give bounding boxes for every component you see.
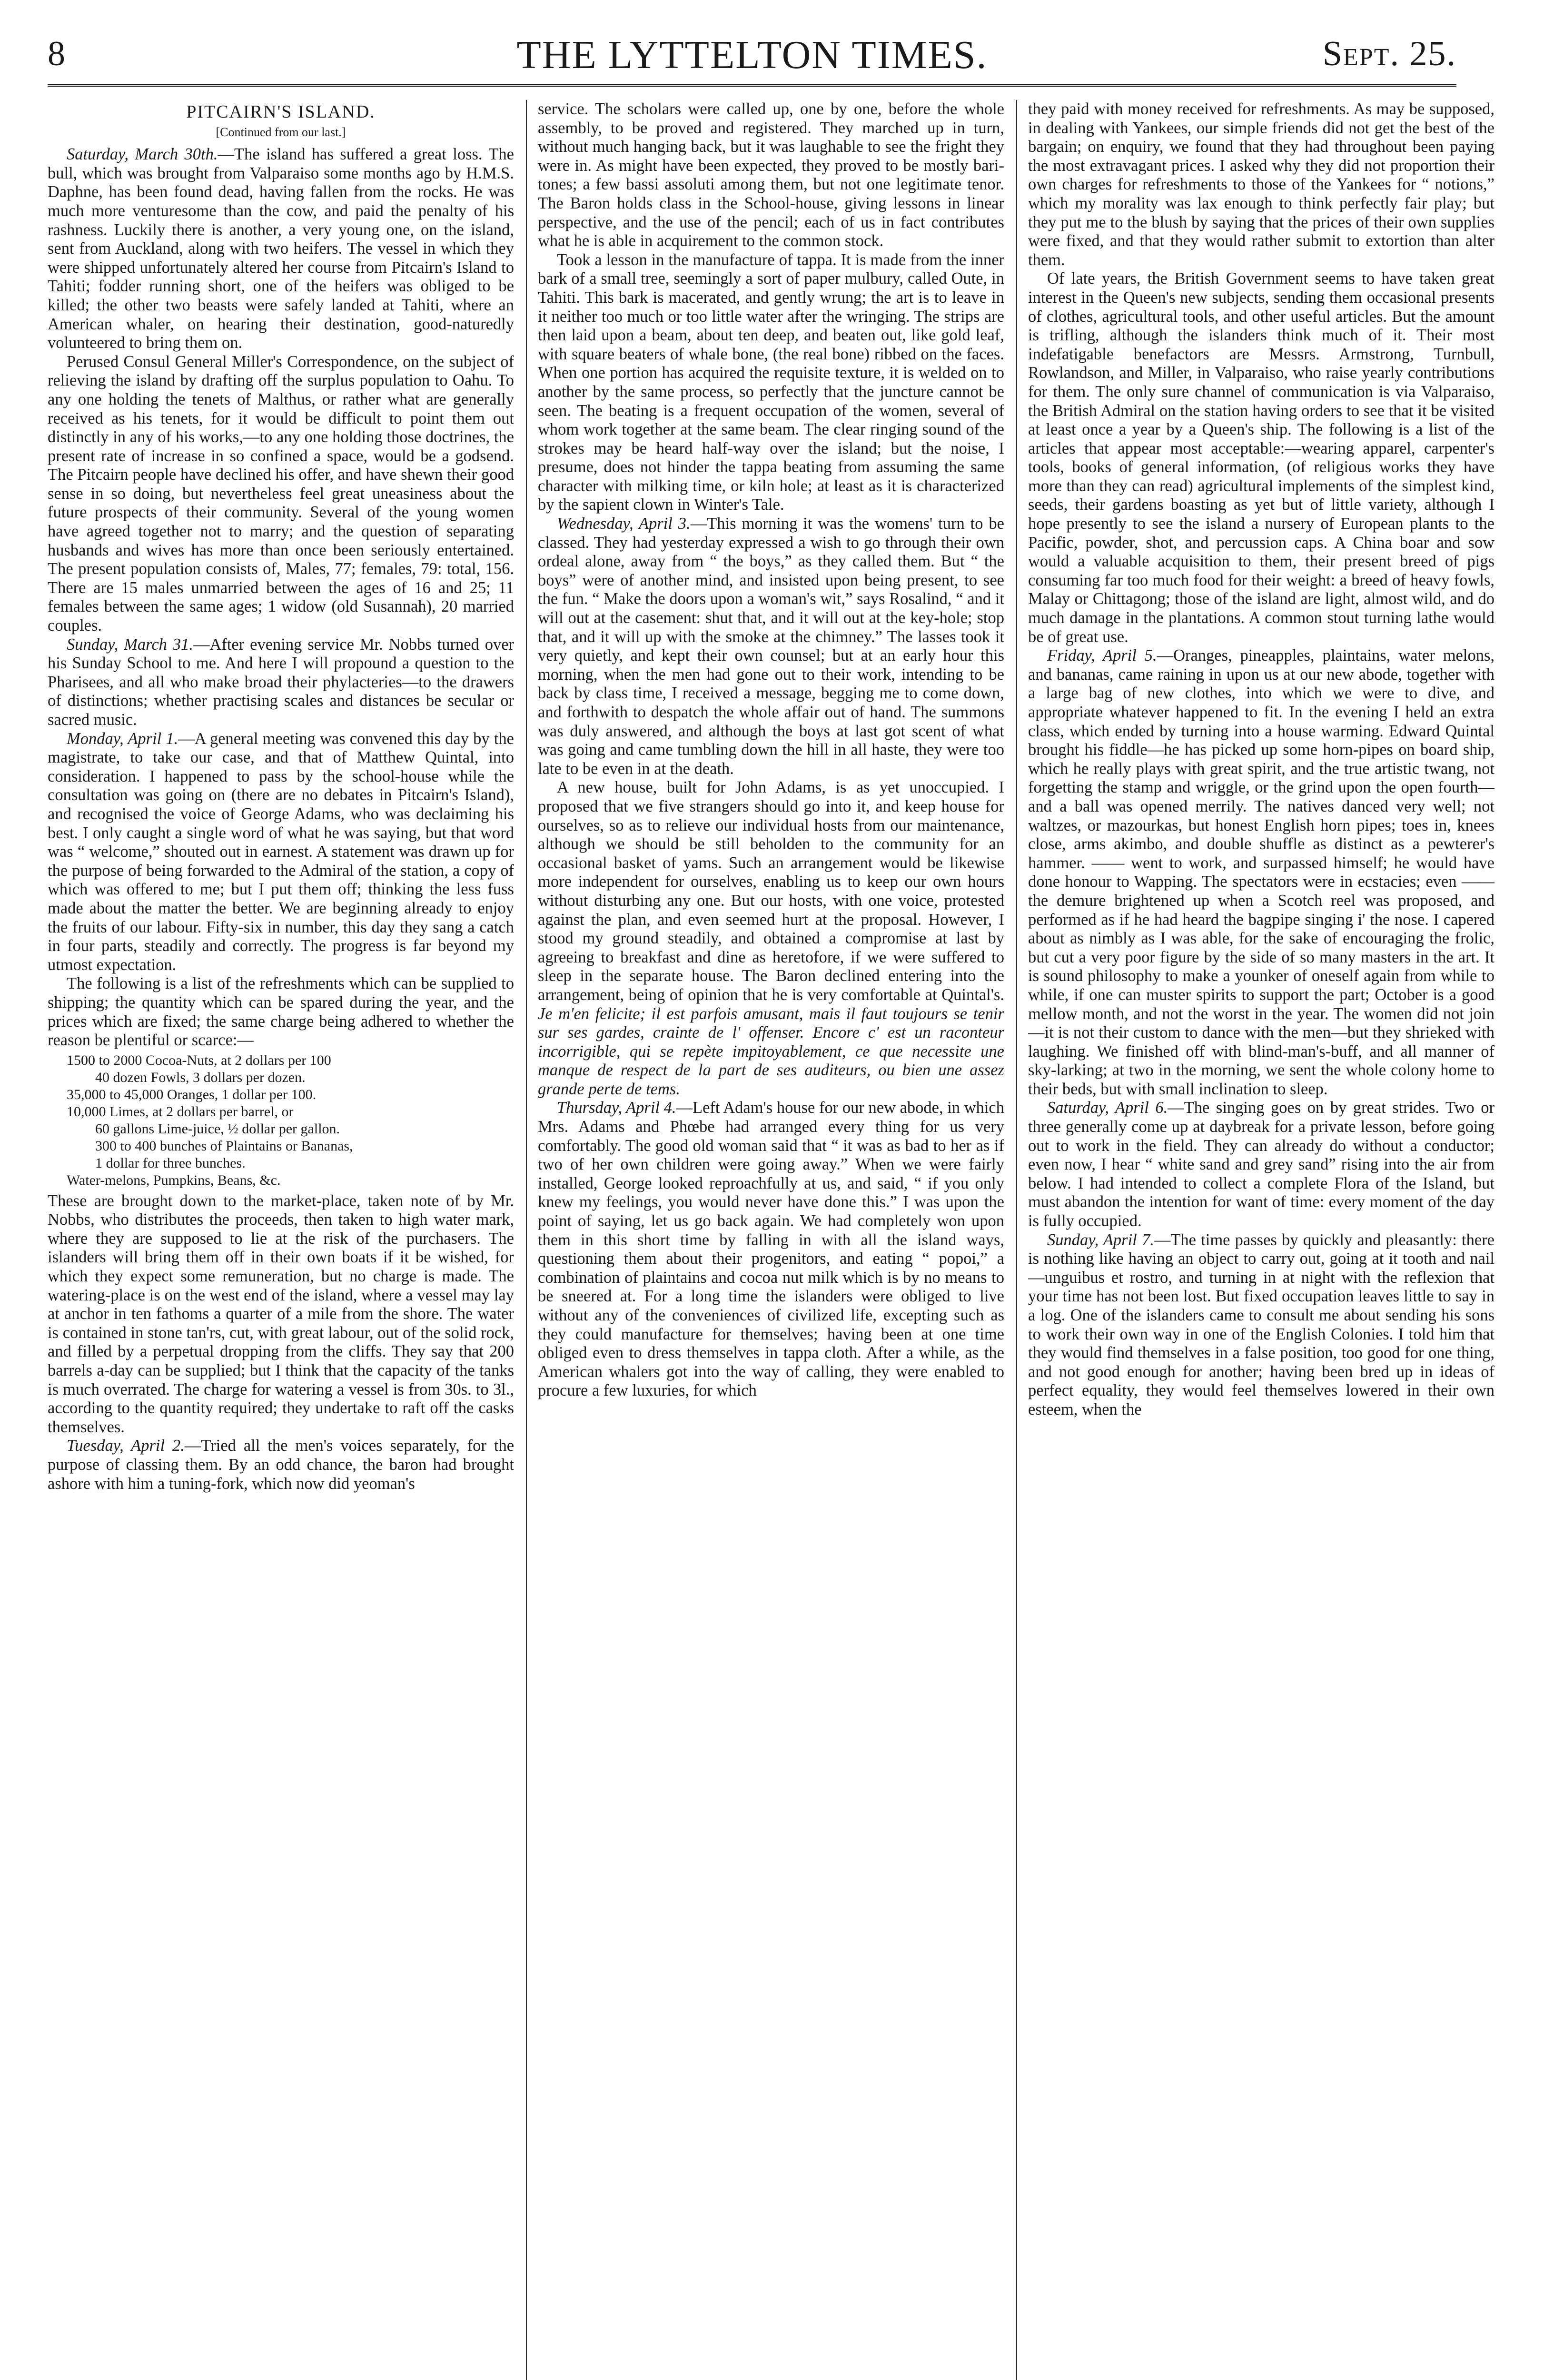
paragraph	[48, 635, 514, 730]
french-passage: Je m'en felicite; il est parfois amusant, mais il faut toujours se tenir sur ses gardes, crainte de l' offenser. Encore c' est un raconteur incorrigible, qui se repète impitoyablement, ce que necessite une manque de respect de la part de ses auditeurs, ou bien une assez grande perte de tems.	[538, 1004, 1004, 1098]
paragraph: service. The scholars were called up, one by one, before the whole assembly, to be proved and registered. They marched up in turn, without much hanging back, but it was laughable to see the fright they were in. As might have been expected, they proved to be mostly bari-tones; a few bassi assoluti among them, but not one legitimate tenor. The Baron holds class in the School-house, giving lessons in linear perspective, and the use of the pencil; each of us in fact contributes what he is able in acquirement to the common stock.	[538, 100, 1004, 250]
paragraph-text: —The singing goes on by great strides. Two or three generally come up at daybreak for a private lesson, before going out to work in the field. They can already do without a conductor; even now, I hear “ white sand and grey sand” rising into the air from below. I had intended to collect a complete Flora of the Island, but must abandon the intention for want of time: every moment of the day is fully occupied.	[1028, 1099, 1495, 1230]
paragraph: Perused Consul General Miller's Correspondence, on the subject of relieving the island by drafting off the surplus population to Oahu. To any one holding the tenets of Malthus, or rather what are generally received as his tenets, for it would be difficult to point them out distinctly in any of his works,—to any one holding those doctrines, the present rate of increase in so confined a space, would be a godsend. The Pitcairn people have declined his offer, and have shewn their good sense in so doing, but nevertheless feel great uneasiness about the future prospects of their community. Several of the young women have agreed together not to marry; and the question of separating husbands and wives has more than once been seriously entertained. The present population consists of, Males, 77; females, 79: total, 156. There are 15 males unmarried between the ages of 16 and 25; 11 females between the same ages; 1 widow (old Susannah), 20 married couples.	[48, 352, 514, 635]
paragraph	[538, 515, 1004, 778]
masthead	[48, 27, 1456, 87]
paragraph-text: —A general meeting was convened this day by the magistrate, to take our case, and that of Matthew Quintal, into consideration. I happened to pass by the school-house while the consultation was going on (there are no debates in Pitcairn's Island), and recognised the voice of George Adams, who was declaiming his best. I only caught a single word of what he was saying, but that word was “ welcome,” shouted out in earnest. A statement was drawn up for the purpose of being forwarded to the Admiral of the station, a copy of which was offered to me; but I put them off; thinking the less fuss made about the matter the better. We are beginning already to enjoy the fruits of our labour. Fifty-six in number, this day they sang a catch in four parts, steadily and correctly. The progress is far beyond my utmost expectation.	[48, 729, 514, 974]
newspaper-title: THE LYTTELTON TIMES.	[516, 33, 988, 77]
entry-date: Saturday, April 6.	[1047, 1099, 1168, 1117]
paragraph	[1028, 646, 1495, 1099]
list-item: 10,000 Limes, at 2 dollars per barrel, or	[67, 1103, 294, 1120]
paragraph	[538, 778, 1004, 1099]
entry-date: Friday, April 5.	[1047, 646, 1157, 665]
paragraph	[1028, 1099, 1495, 1230]
entry-date: Thursday, April 4.	[557, 1099, 676, 1117]
entry-date: Monday, April 1.	[67, 729, 178, 748]
column-1	[48, 100, 514, 2380]
refreshments-list	[48, 1052, 514, 1189]
list-item: 35,000 to 45,000 Oranges, 1 dollar per 100.	[67, 1086, 317, 1102]
paragraph: These are brought down to the market-place, taken note of by Mr. Nobbs, who distributes the proceeds, then taken to high water mark, where they are supposed to lie at the risk of the purchasers. The islanders will bring them off in their own boats if it be wished, for which they expect some remuneration, but no charge is made. The watering-place is on the west end of the island, where a vessel may lay at anchor in ten fathoms a quarter of a mile from the shore. The water is contained in stone tan'rs, cut, with great labour, out of the solid rock, and filled by a perpetual dropping from the cliffs. They say that 200 barrels a-day can be supplied; but I think that the capacity of the tanks is much overrated. The charge for watering a vessel is from 30s. to 3l., according to the quantity required; they undertake to raft off the casks themselves.	[48, 1191, 514, 1436]
paragraph-text: —The time passes by quickly and pleasantly: there is nothing like having an object to carry out, going at it tooth and nail—unguibus et rostro, and turning in at night with the reflexion that your time has not been lost. But fixed occupation leaves little to say in a log. One of the islanders came to consult me about sending his sons to work their own way in one of the English Colonies. I told him that they would find themselves in a false position, too good for one thing, and not good enough for another; having been bred up in ideas of perfect equality, they would feel themselves lowered in their own esteem, when the	[1028, 1230, 1495, 1418]
list-item: 60 gallons Lime-juice, ½ dollar per gallon.	[95, 1121, 340, 1137]
paragraph-text: —Left Adam's house for our new abode, in which Mrs. Adams and Phœbe had arranged every thing for us very comfortably. The good old woman said that “ it was as bad to her as if two of her own children were going away.” When we were fairly installed, George looked reproachfully at us, and said, “ if you only knew my feelings, you would never have done this.” I was upon the point of saying, let us go back again. We had completely won upon them in this short time by falling in with all the island ways, questioning them about their progenitors, and eating “ popoi,” a combination of plaintains and cocoa nut milk which is by no means to be sneered at. For a long time the islanders were obliged to live without any of the conveniences of civilized life, excepting such as they could manufacture for themselves; having been at one time obliged even to dress themselves in tappa cloth. After a while, as the American whalers got into the way of calling, they were enabled to procure a few luxuries, for which	[538, 1099, 1004, 1400]
entry-date: Wednesday, April 3.	[557, 515, 691, 533]
entry-date: Sunday, March 31.	[67, 635, 193, 654]
column-rule	[526, 100, 527, 2380]
list-item: 1500 to 2000 Cocoa-Nuts, at 2 dollars per 100	[67, 1052, 331, 1068]
paragraph-text: —The island has suffered a great loss. The bull, which was brought from Valparaiso some months ago by H.M.S. Daphne, has been found dead, having fallen from the rocks. He was much more venturesome than the cow, and paid the penalty of his rashness. Luckily there is another, a very young one, on the island, sent from Auckland, along with two heifers. The vessel in which they were shipped unfortunately altered her course from Pitcairn's Island to Tahiti; fodder running short, one of the heifers was obliged to be killed; the other two beasts were safely landed at Tahiti, where an American whaler, on hearing their destination, good-naturedly volunteered to bring them on.	[48, 145, 514, 352]
page-number: 8	[48, 34, 65, 73]
paragraph-text: —Oranges, pineapples, plaintains, water melons, and bananas, came raining in upon us at our new abode, together with a large bag of new clothes, into which we were to dive, and appropriate whatever happened to fit. In the evening I held an extra class, which ended by turning into a house warming. Edward Quintal brought his fiddle—he has picked up some horn-pipes on board ship, which he really plays with great spirit, and the true artistic twang, not forgetting the stamp and wriggle, or the grind upon the open fourth—and a ball was opened merrily. The natives danced very well; not waltzes, or mazourkas, but honest English horn pipes; toes in, knees close, arms akimbo, and double shuffle as distinct as a pewterer's hammer. —— went to work, and surpassed himself; he would have done honour to Wapping. The spectators were in ecstacies; even —— the demure brightened up when a Scotch reel was proposed, and performed as if he had heard the bagpipe singing i' the nose. I capered about as nimbly as I was able, for the sake of encouraging the frolic, but cut a very poor figure by the side of so many masters in the art. It is sound philosophy to make a younker of oneself again from while to while, if one can muster spirits to support the part; October is a good mellow month, and not the worst in the year. The women did not join—it is not their custom to dance with the men—but they shrieked with laughing. We finished off with blind-man's-buff, and all manner of sky-larking; at two in the morning, we sent the whole colony home to their beds, but with small inclination to sleep.	[1028, 646, 1495, 1098]
list-item: Water-melons, Pumpkins, Beans, &c.	[67, 1172, 281, 1188]
issue-date: Sept. 25.	[1322, 34, 1456, 73]
column-rule	[1016, 100, 1017, 2380]
paragraph	[1028, 1231, 1495, 1419]
paragraph-text: —After evening service Mr. Nobbs turned over his Sunday School to me. And here I will propound a question to the Pharisees, and all who make broad their phylacteries—to the drawers of distinctions; whether practising scales and distances be secular or sacred music.	[48, 635, 514, 729]
paragraph	[48, 730, 514, 975]
paragraph	[538, 1099, 1004, 1400]
paragraph: Took a lesson in the manufacture of tappa. It is made from the inner bark of a small tree, seemingly a sort of paper mulbury, called Oute, in Tahiti. This bark is macerated, and gently wrung; the art is to leave in it neither too much or too little water after the wringing. The strips are then laid upon a beam, about ten deep, and beaten out, like gold leaf, with square beaters of whale bone, (the real bone) ribbed on the faces. When one portion has acquired the requisite texture, it is welded on to another by the same process, so perfectly that the juncture cannot be seen. The beating is a frequent occupation of the women, several of whom work together at the same beam. The clear ringing sound of the strokes may be heard half-way over the island; but the noise, I presume, does not hinder the tappa beating from assuming the same character with milking time, or kiln hole; at least as it is characterized by the sapient clown in Winter's Tale.	[538, 250, 1004, 514]
paragraph-text: A new house, built for John Adams, is as yet unoccupied. I proposed that we five strangers should go into it, and keep house for ourselves, so as to relieve our individual hosts from our maintenance, although we should be still beholden to the community for an occasional basket of yams. Such an arrangement would be likewise more independent for ourselves, enabling us to keep our own hours without disturbing any one. But our hosts, with one voice, protested against the plan, and even seemed hurt at the proposal. However, I stood my ground steadily, and obtained a compromise at last by agreeing to breakfast and dine as heretofore, if we were suffered to sleep in the separate house. The Baron declined entering into the arrangement, being of opinion that he is very comfortable at Quintal's.	[538, 778, 1004, 1004]
article-subtitle: [Continued from our last.]	[216, 125, 346, 139]
paragraph	[48, 1437, 514, 1493]
paragraph: The following is a list of the refreshments which can be supplied to shipping; the quantity which can be spared during the year, and the prices which are fixed; the same charge being adhered to whether the reason be plentiful or scarce:—	[48, 974, 514, 1050]
entry-date: Sunday, April 7.	[1047, 1230, 1154, 1249]
entry-date: Saturday, March 30th.	[67, 145, 218, 164]
paragraph: Of late years, the British Government seems to have taken great interest in the Queen's new subjects, sending them occasional presents of clothes, agricultural tools, and other useful articles. But the amount is trifling, although the islanders think much of it. Their most indefatigable benefactors are Messrs. Armstrong, Turnbull, Rowlandson, and Miller, in Valparaiso, who raise yearly contributions for them. The only sure channel of communication is via Valparaiso, the British Admiral on the station having orders to see that it be visited at least once a year by a Queen's ship. The following is a list of the articles that appear most acceptable:—wearing apparel, carpenter's tools, books of general information, (of religious works they have more than they can read) agricultural implements of the simplest kind, seeds, their gardens boasting as yet but of little variety, although I hope presently to see the island a nursery of European plants to the Pacific, powder, shot, and percussion caps. A China boar and sow would a valuable acquisition to them, their present breed of pigs consuming far too much food for their weight: a breed of heavy fowls, Malay or Chittagong; those of the island are light, almost wild, and do much damage in the plantations. A common stout turning lathe would be of great use.	[1028, 269, 1495, 646]
paragraph: they paid with money received for refreshments. As may be supposed, in dealing with Yankees, our simple friends did not get the best of the bargain; on enquiry, we found that they had throughout been paying the most extravagant prices. I asked why they did not proportion their own charges for refreshments to those of the Yankees for “ notions,” which my morality was lax enough to think perfectly fair play; but they put me to the blush by saying that the prices of their own supplies were fixed, and that they would rather submit to extortion than alter them.	[1028, 100, 1495, 269]
column-3	[1028, 100, 1495, 2380]
paragraph-text: —Tried all the men's voices separately, for the purpose of classing them. By an odd chance, the baron had brought ashore with him a tuning-fork, which now did yeoman's	[48, 1437, 514, 1493]
column-2	[538, 100, 1004, 2380]
list-item: 1 dollar for three bunches.	[95, 1155, 246, 1171]
article-title: PITCAIRN'S ISLAND.	[186, 102, 376, 122]
list-item: 40 dozen Fowls, 3 dollars per dozen.	[95, 1069, 306, 1085]
paragraph	[48, 145, 514, 353]
list-item: 300 to 400 bunches of Plaintains or Bananas,	[95, 1138, 353, 1154]
entry-date: Tuesday, April 2.	[67, 1437, 185, 1455]
paragraph-text: —This morning it was the womens' turn to be classed. They had yesterday expressed a wish to go through their own ordeal alone, away from “ the boys,” as they called them. But “ the boys” were of another mind, and insisted upon being present, to see the fun. “ Make the doors upon a woman's wit,” says Rosalind, “ and it will out at the casement: shut that, and it will out at the key-hole; stop that, and it will up with the smoke at the chimney.” The lasses took it very quietly, and kept their own counsel; but at an early hour this morning, when the men had gone out to their work, intending to be back by class time, I received a message, begging me to come down, and forthwith to despatch the whole affair out of hand. The summons was duly answered, and although the boys at last got scent of what was going and came tumbling down the hill in all haste, they were too late to be even in at the death.	[538, 515, 1004, 778]
